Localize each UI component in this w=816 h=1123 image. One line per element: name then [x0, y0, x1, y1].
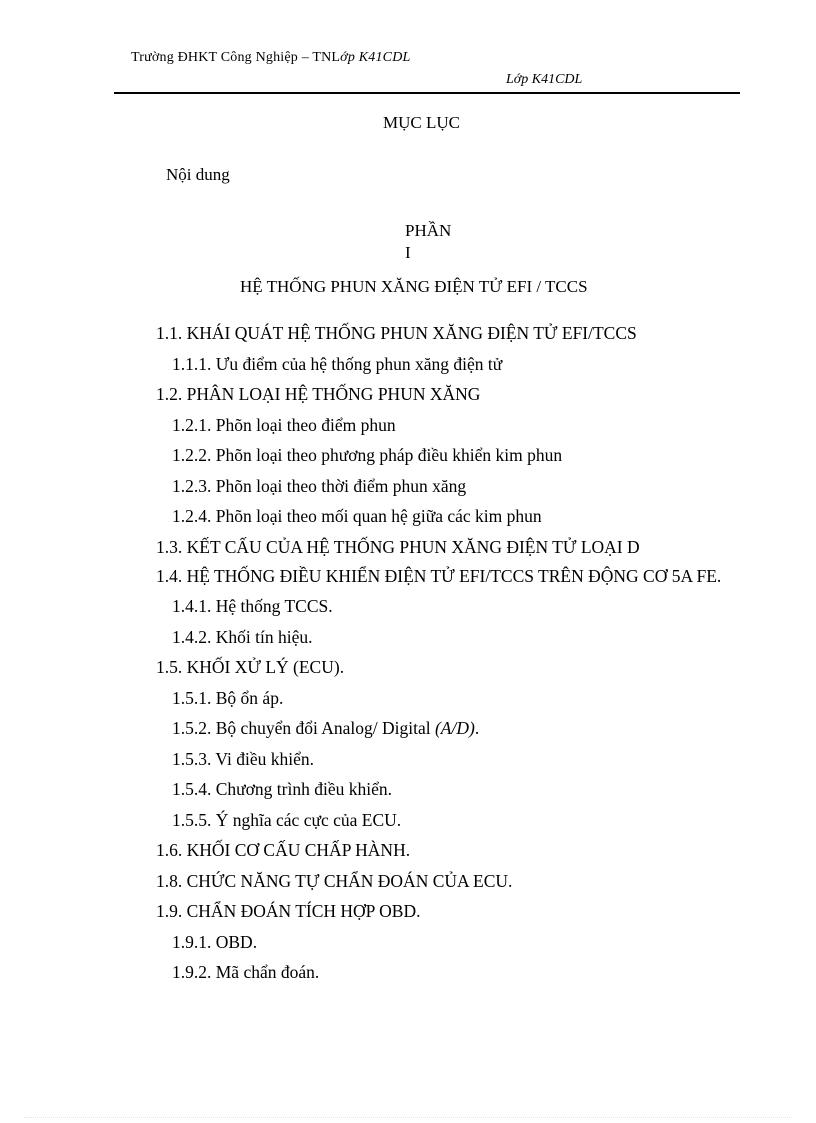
part-numeral: I: [405, 243, 411, 262]
content-label: Nội dung: [166, 165, 230, 184]
toc-entry-text: 1.5.3. Vi điều khiển.: [172, 748, 315, 769]
page-header-school: [131, 50, 411, 66]
toc-subentry: [156, 412, 736, 443]
part-word: PHẦN: [405, 221, 452, 240]
toc-heading: MỤC LỤC: [383, 113, 460, 132]
toc-entry-text: 1.2.2. Phõn loại theo phương pháp điều khiển kim phun: [172, 445, 563, 465]
header-class-fragment: ớp K41CDL: [340, 50, 411, 65]
toc-entry-text: 1.2. PHÂN LOẠI HỆ THỐNG PHUN XĂNG: [156, 384, 481, 404]
toc-entry-italic: (A/D): [434, 718, 475, 738]
toc-subentry: [156, 715, 736, 746]
toc-subentry: [156, 807, 736, 838]
toc-entry-text: 1.5. KHỐI XỬ LÝ (ECU).: [156, 657, 345, 677]
header-divider: [114, 92, 740, 94]
toc-entry-text: 1.5.4. Chương trình điều khiển.: [172, 779, 392, 799]
toc-entry-text: 1.3. KẾT CẤU CỦA HỆ THỐNG PHUN XĂNG ĐIỆN TỬ LOẠI D: [156, 536, 640, 557]
toc-entry: [156, 562, 736, 591]
header-school-text: Trường ĐHKT Công Nghiệp – TNL: [131, 50, 341, 65]
toc-subentry: [156, 959, 736, 990]
toc-entry-text: 1.2.1. Phõn loại theo điểm phun: [172, 414, 396, 435]
toc-entry: [156, 898, 736, 929]
toc-subentry: [156, 503, 736, 534]
part-title: HỆ THỐNG PHUN XĂNG ĐIỆN TỬ EFI / TCCS: [240, 277, 588, 296]
toc-entry: [156, 868, 736, 899]
toc-entry-text: 1.8. CHỨC NĂNG TỰ CHẨN ĐOÁN CỦA ECU.: [156, 870, 513, 891]
toc-entry-text: 1.9.1. OBD.: [172, 931, 258, 952]
toc-subentry: [156, 442, 736, 473]
toc-entry-text: 1.9. CHẨN ĐOÁN TÍCH HỢP OBD.: [156, 901, 421, 921]
toc-entry-text: 1.4.2. Khối tín hiệu.: [172, 626, 313, 647]
toc-entry-tail: .: [474, 718, 480, 738]
toc-entry: [156, 320, 736, 351]
toc-subentry: [156, 351, 736, 382]
part-label: [405, 220, 465, 264]
toc-subentry: [156, 685, 736, 716]
toc-subentry: [156, 776, 736, 807]
page-bottom-divider: [24, 1117, 792, 1118]
toc-entry-text: 1.2.4. Phõn loại theo mối quan hệ giữa các kim phun: [172, 506, 542, 526]
toc-subentry: [156, 624, 736, 655]
page-header-class: Lớp K41CDL: [506, 72, 583, 87]
toc-entry: [156, 654, 736, 685]
toc-entry-text: 1.2.3. Phõn loại theo thời điểm phun xăng: [172, 475, 467, 496]
toc-entry-text: 1.5.1. Bộ ổn áp.: [172, 687, 284, 708]
toc-entry: [156, 381, 736, 412]
toc-entry-text: 1.5.2. Bộ chuyển đổi Analog/ Digital: [172, 718, 435, 738]
toc-entry-text: 1.9.2. Mã chẩn đoán.: [172, 962, 320, 982]
toc-subentry: [156, 473, 736, 504]
toc-entry: [156, 837, 736, 868]
toc-entry-text: 1.1.1. Ưu điểm của hệ thống phun xăng điện tử: [172, 353, 503, 374]
toc-entry: [156, 534, 736, 565]
toc-subentry: [156, 929, 736, 960]
toc-entry-text: 1.4.1. Hệ thống TCCS.: [172, 596, 333, 616]
toc-entry-text: 1.4. HỆ THỐNG ĐIỀU KHIỂN ĐIỆN TỬ EFI/TCCS TRÊN ĐỘNG CƠ 5A FE.: [156, 566, 722, 586]
toc-list: [156, 320, 736, 990]
toc-entry-text: 1.6. KHỐI CƠ CẤU CHẤP HÀNH.: [156, 840, 411, 860]
toc-entry-text: 1.1. KHÁI QUÁT HỆ THỐNG PHUN XĂNG ĐIỆN TỬ EFI/TCCS: [156, 323, 637, 343]
toc-subentry: [156, 593, 736, 624]
toc-entry-text: 1.5.5. Ý nghĩa các cực của ECU.: [172, 809, 402, 830]
toc-subentry: [156, 746, 736, 777]
